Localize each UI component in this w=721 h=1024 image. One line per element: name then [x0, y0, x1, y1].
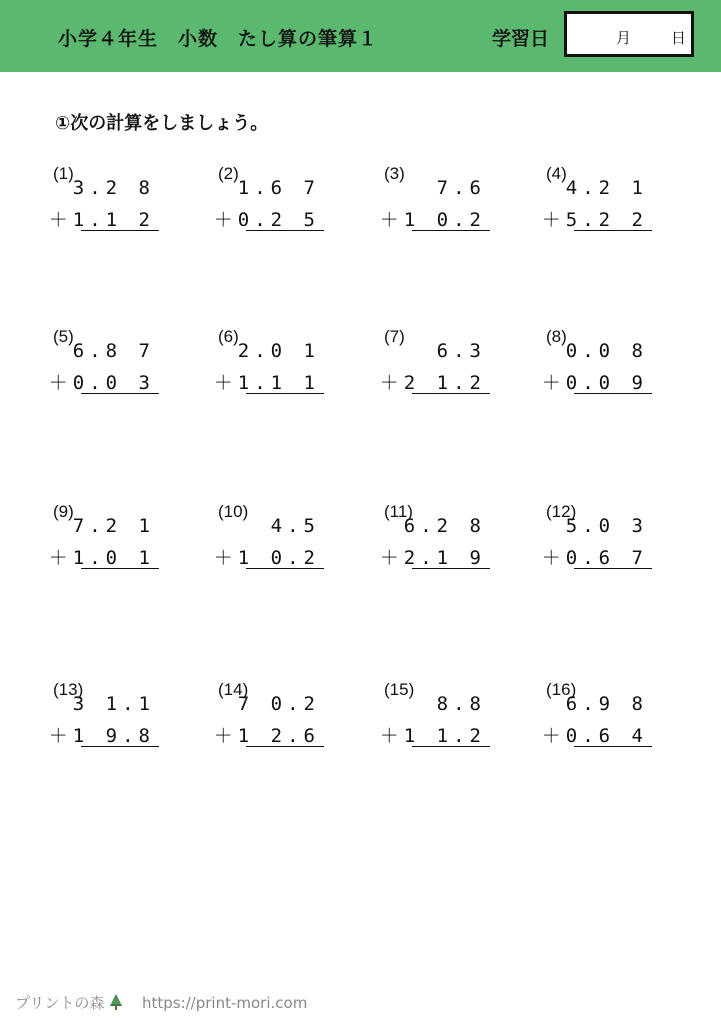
bottom-operand: ＋0.0 9: [541, 372, 648, 394]
answer-line: [81, 746, 159, 747]
top-operand: 6.8 7: [72, 340, 155, 362]
top-operand: 4.2 1: [565, 177, 648, 199]
top-operand: 2.0 1: [237, 340, 320, 362]
answer-line: [574, 230, 652, 231]
problem-item: [379, 680, 514, 750]
footer-url[interactable]: https://print-mori.com: [141, 994, 308, 1012]
top-operand: 5.0 3: [565, 515, 648, 537]
problem-item: [379, 327, 514, 397]
bottom-operand: ＋1 1.2: [379, 725, 486, 747]
answer-line: [81, 393, 159, 394]
bottom-operand: ＋1 0.2: [213, 547, 320, 569]
top-operand: 7 0.2: [237, 693, 320, 715]
problem-item: [48, 327, 183, 397]
answer-line: [81, 230, 159, 231]
answer-line: [81, 568, 159, 569]
bottom-operand: ＋0.0 3: [48, 372, 155, 394]
footer-brand: プリントの森: [15, 994, 105, 1012]
answer-line: [574, 393, 652, 394]
problem-item: [379, 164, 514, 234]
answer-line: [412, 393, 490, 394]
problem-number: (7): [384, 327, 405, 346]
problem-number: (9): [53, 502, 74, 521]
top-operand: 7.2 1: [72, 515, 155, 537]
top-operand: 3.2 8: [72, 177, 155, 199]
answer-line: [412, 230, 490, 231]
answer-line: [574, 568, 652, 569]
study-date-label: 学習日: [492, 28, 550, 50]
bottom-operand: ＋0.2 5: [213, 209, 320, 231]
problem-number: (12): [546, 502, 577, 521]
problem-item: [213, 680, 348, 750]
tree-icon: [109, 994, 123, 1010]
top-operand: 6.9 8: [565, 693, 648, 715]
problem-number: (1): [53, 164, 74, 183]
problem-number: (11): [384, 502, 413, 521]
problem-number: (10): [218, 502, 249, 521]
bottom-operand: ＋1.1 2: [48, 209, 155, 231]
answer-line: [412, 568, 490, 569]
problem-item: [541, 502, 676, 572]
problem-item: [213, 327, 348, 397]
top-operand: 7.6: [436, 177, 486, 199]
instruction-text: ①次の計算をしましょう。: [55, 113, 269, 134]
problem-item: [541, 680, 676, 750]
day-label: 日: [671, 29, 687, 47]
problem-item: [213, 502, 348, 572]
problem-item: [541, 327, 676, 397]
problem-item: [541, 164, 676, 234]
problem-number: (15): [384, 680, 415, 699]
bottom-operand: ＋0.6 7: [541, 547, 648, 569]
bottom-operand: ＋1 0.2: [379, 209, 486, 231]
top-operand: 8.8: [436, 693, 486, 715]
bottom-operand: ＋2.1 9: [379, 547, 486, 569]
bottom-operand: ＋1.1 1: [213, 372, 320, 394]
footer: [15, 992, 307, 1013]
top-operand: 6.2 8: [403, 515, 486, 537]
top-operand: 3 1.1: [72, 693, 155, 715]
answer-line: [246, 568, 324, 569]
answer-line: [574, 746, 652, 747]
top-operand: 4.5: [270, 515, 320, 537]
problem-item: [48, 164, 183, 234]
month-label: 月: [616, 29, 632, 47]
problem-number: (8): [546, 327, 567, 346]
problem-number: (3): [384, 164, 405, 183]
problem-number: (6): [218, 327, 239, 346]
answer-line: [246, 230, 324, 231]
problem-item: [48, 680, 183, 750]
header-bar: [0, 0, 721, 72]
bottom-operand: ＋1.0 1: [48, 547, 155, 569]
problem-number: (14): [218, 680, 249, 699]
problem-number: (16): [546, 680, 577, 699]
top-operand: 6.3: [436, 340, 486, 362]
answer-line: [246, 393, 324, 394]
problem-number: (2): [218, 164, 239, 183]
bottom-operand: ＋1 2.6: [213, 725, 320, 747]
answer-line: [412, 746, 490, 747]
problem-number: (5): [53, 327, 74, 346]
top-operand: 1.6 7: [237, 177, 320, 199]
problem-number: (13): [53, 680, 84, 699]
bottom-operand: ＋2 1.2: [379, 372, 486, 394]
worksheet-title: 小学４年生 小数 たし算の筆算１: [58, 28, 379, 50]
top-operand: 0.0 8: [565, 340, 648, 362]
problem-number: (4): [546, 164, 567, 183]
problem-item: [48, 502, 183, 572]
problem-item: [213, 164, 348, 234]
answer-line: [246, 746, 324, 747]
bottom-operand: ＋1 9.8: [48, 725, 155, 747]
bottom-operand: ＋5.2 2: [541, 209, 648, 231]
problem-item: [379, 502, 514, 572]
date-entry-box[interactable]: [564, 11, 694, 57]
bottom-operand: ＋0.6 4: [541, 725, 648, 747]
